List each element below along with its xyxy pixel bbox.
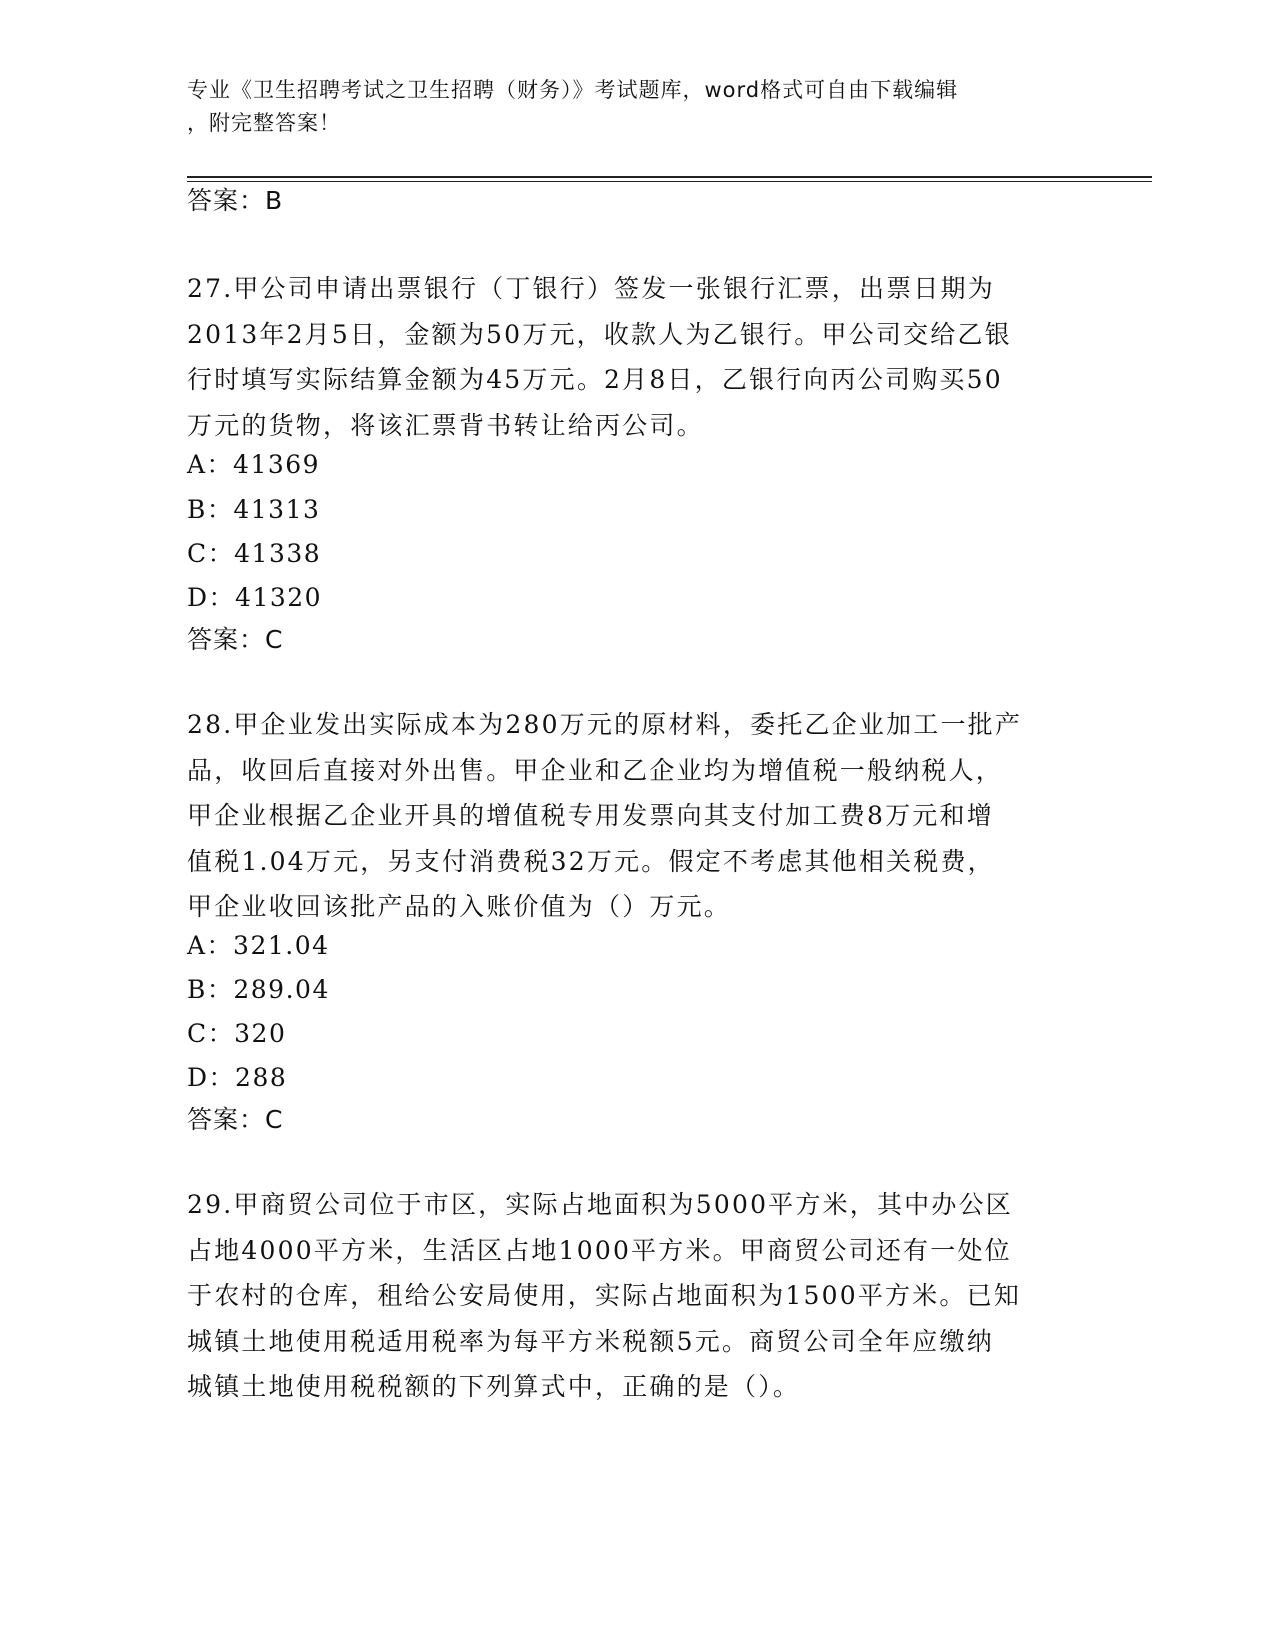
question-27-line-2: 2013年2月5日，金额为50万元，收款人为乙银行。甲公司交给乙银 <box>187 319 1012 349</box>
header-line-2: ，附完整答案！ <box>187 111 341 135</box>
question-29 <box>187 1182 1087 1410</box>
question-29-line-3: 于农村的仓库，租给公安局使用，实际占地面积为1500平方米。已知 <box>187 1281 1022 1311</box>
question-27-line-1: 27.甲公司申请出票银行（丁银行）签发一张银行汇票，出票日期为 <box>187 274 995 303</box>
question-27-option-c: C：41338 <box>187 539 322 568</box>
question-27-line-3: 行时填写实际结算金额为45万元。2月8日，乙银行向丙公司购买50 <box>187 365 1003 395</box>
question-29-line-2: 占地4000平方米，生活区占地1000平方米。甲商贸公司还有一处位 <box>187 1235 1012 1265</box>
question-28-line-3: 甲企业根据乙企业开具的增值税专用发票向其支付加工费8万元和增 <box>187 801 994 831</box>
question-28-option-c: C：320 <box>187 1019 287 1048</box>
question-29-line-1: 29.甲商贸公司位于市区，实际占地面积为5000平方米，其中办公区 <box>187 1190 1013 1219</box>
document-header <box>187 74 1067 140</box>
question-27-line-4: 万元的货物，将该汇票背书转让给丙公司。 <box>187 410 704 440</box>
question-28-line-1: 28.甲企业发出实际成本为280万元的原材料，委托乙企业加工一批产 <box>187 710 1023 739</box>
question-27-option-a: A：41369 <box>187 450 321 479</box>
header-divider <box>187 176 1152 182</box>
question-27-option-d: D：41320 <box>187 583 323 612</box>
header-line-1: 专业《卫生招聘考试之卫生招聘（财务）》考试题库，word格式可自由下载编辑 <box>187 78 959 102</box>
question-28-option-d: D：288 <box>187 1063 288 1092</box>
question-28-answer: 答案：C <box>187 1105 284 1134</box>
answer-previous: 答案：B <box>187 186 284 215</box>
question-27-answer: 答案：C <box>187 625 284 654</box>
question-28-line-2: 品，收回后直接对外出售。甲企业和乙企业均为增值税一般纳税人， <box>187 755 1004 785</box>
question-27-option-b: B：41313 <box>187 495 321 524</box>
question-28-line-4: 值税1.04万元，另支付消费税32万元。假定不考虑其他相关税费， <box>187 846 995 876</box>
question-29-line-4: 城镇土地使用税适用税率为每平方米税额5元。商贸公司全年应缴纳 <box>187 1326 994 1356</box>
question-27 <box>187 266 1087 448</box>
question-28-option-b: B：289.04 <box>187 975 330 1004</box>
question-28 <box>187 702 1087 930</box>
question-28-line-5: 甲企业收回该批产品的入账价值为（）万元。 <box>187 892 732 922</box>
question-28-option-a: A：321.04 <box>187 931 330 960</box>
question-29-line-5: 城镇土地使用税税额的下列算式中，正确的是（）。 <box>187 1372 801 1402</box>
